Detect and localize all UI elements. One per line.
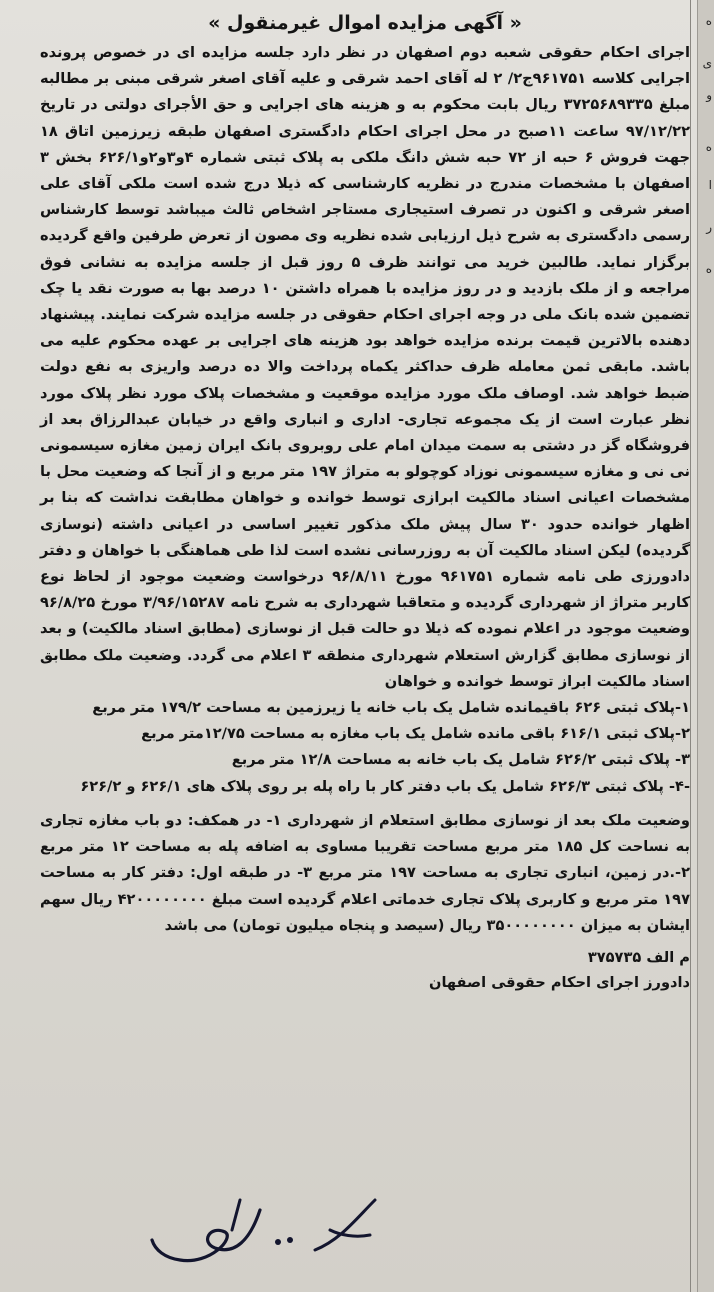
notice-body xyxy=(40,40,690,695)
strip-glyph: و xyxy=(706,88,712,102)
signer-title: دادورز اجرای احکام حقوقی اصفهان xyxy=(428,973,690,991)
plate-item: ۳- پلاک ثبتی ۶۲۶/۲ شامل یک باب خانه به مساحت ۱۲/۸ متر مربع xyxy=(231,751,690,769)
plate-list xyxy=(40,695,690,800)
handwritten-signature xyxy=(140,1180,400,1280)
strip-glyph: ی xyxy=(702,56,712,70)
strip-glyph: ر xyxy=(706,220,712,234)
auction-notice xyxy=(40,12,690,991)
notice-paragraph: اجرای احکام حقوقی شعبه دوم اصفهان در نظر دارد جلسه مزایده ای در خصوص پرونده اجرایی کلاسه ۹۶۱۷۵۱ج۲/ ۲ له آقای احمد شرقی و علیه آقای اصغر شرقی مبنی بر مطالبه مبلغ ۳۷۲۵۶۸۹۳۳۵ ریال بابت محکوم به و هزینه های اجرایی و حق الأجرای دولتی در تاریخ ۹۷/۱۲/۲۲ ساعت ۱۱صبح در محل اجرای احکام دادگستری اصفهان طبقه زیرزمین اتاق ۱۸ جهت فروش ۶ حبه از ۷۲ حبه شش دانگ ملکی به پلاک ثبتی شماره ۴و۳و۲و۶۲۶/۱ بخش ۳ اصفهان با مشخصات مندرج در نظریه کارشناسی که ذیلا درج شده است ملکی آقای علی اصغر شرقی و اکنون در تصرف استیجاری مستاجر اشخاص ثالث میباشد توسط کارشناس رسمی دادگستری به شرح ذیل ارزیابی شده نظریه وی مصون از تعرض طرفین واقع گردیده برگزار نماید. طالبین خرید می توانند ظرف ۵ روز قبل از جلسه مزایده به نشانی فوق مراجعه و از ملک بازدید و در روز مزایده با همراه داشتن ۱۰ درصد بها به صورت نقد یا چک تضمین شده بانک ملی در وجه اجرای احکام حقوقی در جلسه مزایده شرکت نمایند. پیشنهاد دهنده بالاترین قیمت برنده مزایده خواهد بود هزینه های اجرایی بر عهده محکوم علیه می باشد. مابقی ثمن معامله ظرف حداکثر یکماه پرداخت والا ده درصد واریزی به نفع دولت ضبط خواهد شد. اوصاف ملک مورد مزایده موقعیت و مشخصات پلاک مورد نظر پلاک مورد نظر عبارت است از یک مجموعه تجاری- اداری و انباری واقع در خیابان عبدالرزاق بعد از فروشگاه گز در دشتی به سمت میدان امام علی روبروی بانک ایران زمین مغازه سیسمونی نی نی و مغازه سیسمونی نوزاد کوچولو به متراژ ۱۹۷ متر مربع و از آنجا که وضعیت محل با مشخصات اعیانی اسناد مالکیت ابرازی توسط خوانده و خواهان مطابقت نداشت که بنا بر اظهار خوانده حدود ۳۰ سال پیش ملک مذکور تغییر اساسی در اعیانی داشته (نوسازی گردیده) لیکن اسناد مالکیت آن به روزرسانی نشده است لذا طی هماهنگی با خواهان و دفتر دادورزی طی نامه شماره ۹۶۱۷۵۱ مورخ ۹۶/۸/۱۱ درخواست وضعیت موجود از لحاظ نوع کاربر متراژ از شهرداری گردیده و متعاقبا شهرداری به شرح نامه ۳/۹۶/۱۵۲۸۷ مورخ ۹۶/۸/۲۵ وضعیت موجود در اعلام نموده که ذیلا دو حالت قبل از نوسازی (مطابق اسناد مالکیت) و بعد از نوسازی مطابق گزارش استعلام شهرداری منطقه ۳ اعلام می گردد. وضعیت ملک مطابق اسناد مالکیت ابراز توسط خوانده و خواهان xyxy=(40,44,690,690)
adjacent-column-strip xyxy=(697,0,714,1292)
strip-glyph: ه xyxy=(705,140,712,154)
notice-title: « آگهی مزایده اموال غیرمنقول » xyxy=(208,12,522,34)
column-divider xyxy=(690,0,691,1292)
reference-number: م الف ۳۷۵۷۳۵ xyxy=(587,948,690,966)
plate-item: -۴- پلاک ثبتی ۶۲۶/۳ شامل یک باب دفتر کار با راه پله بر روی پلاک های ۶۲۶/۱ و ۶۲۶/۲ xyxy=(80,777,690,795)
closing-paragraph: وضعیت ملک بعد از نوسازی مطابق استعلام از شهرداری ۱- در همکف: دو باب مغازه تجاری به نساحت کل ۱۸۵ متر مربع مساحت تقریبا مساوی به اضافه پله به مساحت ۱۲ متر مربع ۲-.در زمین، انباری تجاری به مساحت ۱۹۷ متر مربع ۳- در طبقه اول: دفتر کار به مساحت ۱۹۷ متر مربع و کاربری پلاک تجاری خدماتی اعلام گردیده است مبلغ ۴۲۰۰۰۰۰۰۰۰ ریال سهم ایشان به میزان ۳۵۰۰۰۰۰۰۰۰ ریال (سیصد و پنجاه میلیون تومان) می باشد xyxy=(40,811,690,934)
strip-glyph: ا xyxy=(708,178,712,192)
strip-glyph: ه xyxy=(705,262,712,276)
plate-item: ۲-پلاک ثبتی ۶۱۶/۱ باقی مانده شامل یک باب مغازه به مساحت ۱۲/۷۵متر مربع xyxy=(141,725,690,743)
plate-item: ۱-پلاک ثبتی ۶۲۶ باقیمانده شامل یک باب خانه یا زیرزمین به مساحت ۱۷۹/۲ متر مربع xyxy=(92,699,690,717)
strip-glyph: ه xyxy=(705,14,712,28)
